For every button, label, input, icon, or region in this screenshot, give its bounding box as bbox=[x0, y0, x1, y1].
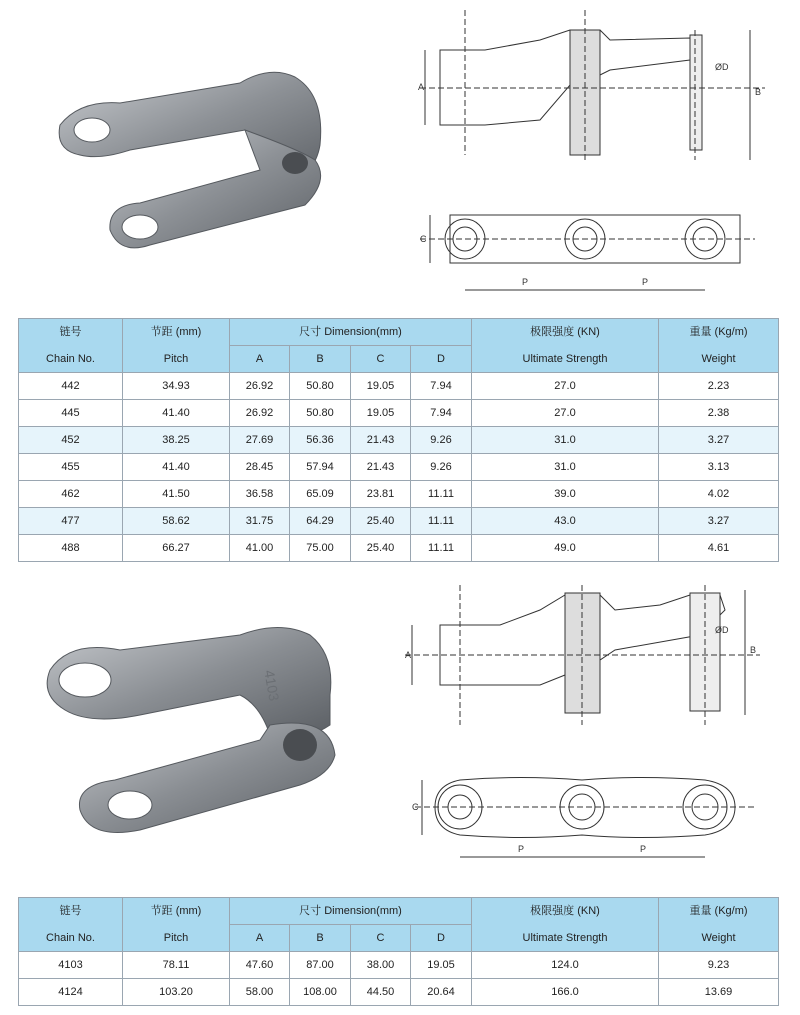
table-row: 462 41.50 36.58 65.09 23.81 11.11 39.0 4.02 bbox=[19, 481, 779, 508]
header-d: D bbox=[411, 346, 472, 373]
spec-table-1 bbox=[18, 318, 779, 562]
header-weight-cn: 重量 (Kg/m) bbox=[659, 319, 779, 346]
label-d: ØD bbox=[715, 625, 729, 635]
header-pitch-en: Pitch bbox=[123, 925, 230, 952]
table-row: 445 41.40 26.92 50.80 19.05 7.94 27.0 2.38 bbox=[19, 400, 779, 427]
label-p-2: P bbox=[642, 277, 649, 287]
chain-drawing-2 bbox=[400, 585, 780, 870]
header-pitch-cn: 节距 (mm) bbox=[123, 898, 230, 925]
header-dimension: 尺寸 Dimension(mm) bbox=[230, 319, 472, 346]
header-dimension: 尺寸 Dimension(mm) bbox=[230, 898, 472, 925]
header-c: C bbox=[351, 346, 411, 373]
header-c: C bbox=[351, 925, 411, 952]
header-weight-cn: 重量 (Kg/m) bbox=[659, 898, 779, 925]
table-row: 4103 78.11 47.60 87.00 38.00 19.05 124.0 9.23 bbox=[19, 952, 779, 979]
header-chain-en: Chain No. bbox=[19, 925, 123, 952]
header-weight-en: Weight bbox=[659, 925, 779, 952]
header-a: A bbox=[230, 346, 290, 373]
header-chain-en: Chain No. bbox=[19, 346, 123, 373]
table-row: 488 66.27 41.00 75.00 25.40 11.11 49.0 4.61 bbox=[19, 535, 779, 562]
header-strength-en: Ultimate Strength bbox=[472, 925, 659, 952]
header-strength-en: Ultimate Strength bbox=[472, 346, 659, 373]
header-b: B bbox=[290, 346, 351, 373]
header-b: B bbox=[290, 925, 351, 952]
label-c: C bbox=[412, 802, 419, 812]
table-row: 477 58.62 31.75 64.29 25.40 11.11 43.0 3.27 bbox=[19, 508, 779, 535]
label-b: B bbox=[755, 87, 762, 97]
spec-table-2 bbox=[18, 897, 779, 1006]
chain-link-photo-2 bbox=[30, 615, 350, 845]
casting-mark: 4103 bbox=[261, 668, 283, 703]
label-p-1: P bbox=[518, 844, 525, 854]
label-p-1: P bbox=[522, 277, 529, 287]
label-b: B bbox=[750, 645, 757, 655]
header-strength-cn: 极限强度 (KN) bbox=[472, 319, 659, 346]
label-c: C bbox=[420, 234, 427, 244]
label-p-2: P bbox=[640, 844, 647, 854]
label-a: A bbox=[418, 82, 425, 92]
header-weight-en: Weight bbox=[659, 346, 779, 373]
header-chain-cn: 链号 bbox=[19, 898, 123, 925]
header-pitch-cn: 节距 (mm) bbox=[123, 319, 230, 346]
table-row: 455 41.40 28.45 57.94 21.43 9.26 31.0 3.13 bbox=[19, 454, 779, 481]
header-pitch-en: Pitch bbox=[123, 346, 230, 373]
chain-link-photo-1 bbox=[40, 55, 340, 265]
chain-drawing-1 bbox=[410, 10, 780, 300]
label-d: ØD bbox=[715, 62, 729, 72]
header-d: D bbox=[411, 925, 472, 952]
table-row: 442 34.93 26.92 50.80 19.05 7.94 27.0 2.23 bbox=[19, 373, 779, 400]
table-row: 4124 103.20 58.00 108.00 44.50 20.64 166.0 13.69 bbox=[19, 979, 779, 1006]
header-strength-cn: 极限强度 (KN) bbox=[472, 898, 659, 925]
label-a: A bbox=[405, 650, 412, 660]
table-row: 452 38.25 27.69 56.36 21.43 9.26 31.0 3.27 bbox=[19, 427, 779, 454]
header-a: A bbox=[230, 925, 290, 952]
header-chain-cn: 链号 bbox=[19, 319, 123, 346]
